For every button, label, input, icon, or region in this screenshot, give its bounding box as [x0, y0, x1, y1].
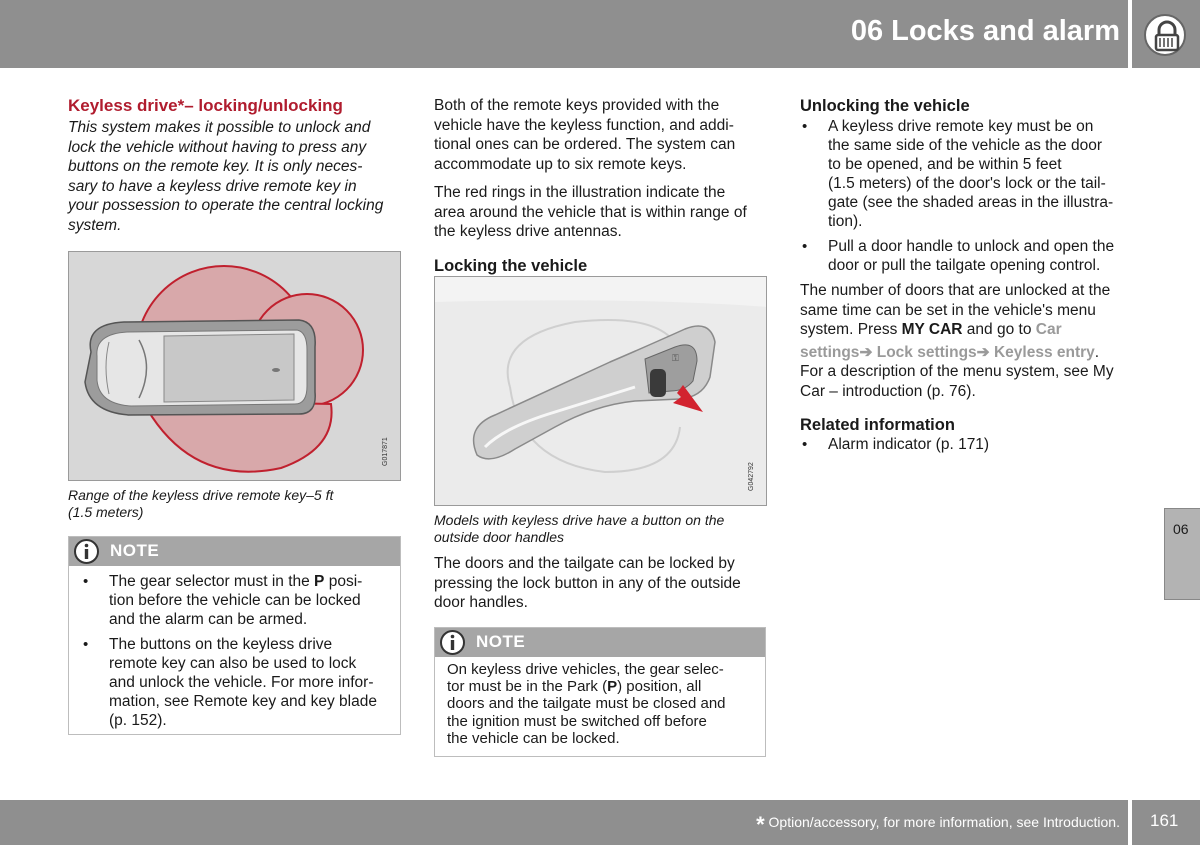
note-list: [69, 572, 400, 730]
intro-line: buttons on the remote key. It is only neces-: [68, 158, 363, 175]
text-run-bold: P: [314, 573, 325, 590]
svg-text:⚿: ⚿: [672, 354, 679, 364]
text-line: For a description of the menu system, see My: [800, 363, 1114, 380]
unlocking-list: [800, 117, 1132, 275]
text-line: vehicle have the keyless function, and addi-: [434, 116, 734, 134]
note-text: [435, 657, 765, 747]
column-right: [800, 96, 1132, 454]
text-line: to be opened, and be within 5 feet: [828, 156, 1062, 173]
column-middle: [434, 96, 766, 276]
related-list: [800, 435, 1132, 454]
chapter-title: 06 Locks and alarm: [850, 15, 1120, 47]
related-link-alarm[interactable]: • Alarm indicator (p. 171): [800, 435, 1132, 454]
page-number-box: [1132, 800, 1200, 845]
doors-setting-paragraph: [800, 281, 1132, 401]
section-heading-keyless: Keyless drive*– locking/unlocking: [68, 96, 343, 115]
note-item-buttons: [81, 635, 392, 730]
note-line: (p. 152).: [109, 712, 167, 729]
unlock-step-handle: [800, 237, 1132, 275]
note-line: and the alarm can be armed.: [109, 611, 308, 628]
text-run: system. Press: [800, 321, 902, 338]
text-run: The gear selector must in the: [109, 573, 315, 590]
info-icon: [439, 629, 466, 656]
text-run: .: [1094, 343, 1100, 361]
note-item-gear: [81, 572, 392, 629]
intro-line: lock the vehicle without having to press any: [68, 138, 367, 156]
asterisk-mark: *: [756, 812, 765, 837]
menu-path-lock-settings: Lock settings: [876, 343, 977, 361]
menu-path-car: Car: [1035, 321, 1062, 338]
text-line: The number of doors that are unlocked at the: [800, 282, 1111, 299]
note-title: NOTE: [110, 541, 160, 560]
text-line: • Pull a door handle to unlock and open the: [828, 238, 1115, 255]
text-line: (1.5 meters) of the door's lock or the tail-: [828, 175, 1106, 192]
note-header: [69, 537, 400, 566]
caption-line: (1.5 meters): [68, 503, 144, 520]
lock-button-paragraph: [434, 554, 766, 613]
note-header: [435, 628, 765, 657]
note-box-park: [434, 627, 766, 757]
remote-keys-paragraph: [434, 96, 766, 174]
note-line: the ignition must be switched off before: [447, 712, 707, 730]
text-line: same time can be set in the vehicle's menu: [800, 301, 1096, 319]
intro-line: This system makes it possible to unlock and: [68, 119, 371, 136]
caption-line: Models with keyless drive have a button on the: [434, 512, 725, 528]
unlock-step-key-range: [800, 117, 1132, 231]
menu-button-label: MY CAR: [901, 321, 963, 338]
caption-line: Range of the keyless drive remote key–5 ft: [68, 487, 334, 503]
text-run: posi-: [324, 573, 363, 590]
text-line: accommodate up to six remote keys.: [434, 155, 687, 173]
text-line: area around the vehicle that is within range of: [434, 203, 747, 221]
text-line: The red rings in the illustration indicate the: [434, 184, 726, 201]
arrow-right-icon: ➔: [859, 343, 873, 361]
column-left: [68, 96, 400, 235]
car-range-diagram: [69, 252, 401, 481]
intro-text: [68, 118, 400, 235]
locking-heading: Locking the vehicle: [434, 256, 588, 275]
text-line: The doors and the tailgate can be locked by: [434, 555, 735, 572]
info-icon: [73, 538, 100, 565]
note-line: the vehicle can be locked.: [447, 729, 620, 747]
chapter-tab-label: 06: [1173, 521, 1189, 537]
text-line: tion).: [828, 213, 863, 230]
note-title: NOTE: [476, 632, 526, 651]
door-handle-illustration: [434, 276, 767, 506]
text-line: door handles.: [434, 594, 528, 611]
intro-line: system.: [68, 216, 122, 234]
text-line: pressing the lock button in any of the outside: [434, 574, 741, 592]
text-line: the keyless drive antennas.: [434, 223, 622, 240]
note-line: remote key can also be used to lock: [109, 655, 357, 672]
text-line: Both of the remote keys provided with the: [434, 97, 720, 114]
intro-line: sary to have a keyless drive remote key in: [68, 177, 357, 195]
lock-icon: [1144, 14, 1186, 56]
chapter-side-tab[interactable]: [1164, 508, 1200, 600]
related-info-heading: Related information: [800, 416, 955, 434]
page-number: 161: [1150, 811, 1179, 830]
text-line: Car – introduction (p. 76).: [800, 382, 976, 400]
text-line: gate (see the shaded areas in the illustra-: [828, 194, 1114, 211]
chapter-header: [0, 0, 1128, 68]
text-run: and go to: [962, 321, 1036, 338]
note-line: • The buttons on the keyless drive: [109, 636, 333, 653]
note-line: doors and the tailgate must be closed and: [447, 695, 726, 713]
intro-line: your possession to operate the central locking: [68, 197, 384, 214]
arrow-right-icon: ➔: [976, 343, 990, 361]
menu-path-keyless-entry: Keyless entry: [993, 343, 1095, 361]
figure-caption-range: [68, 487, 400, 520]
figure-code: G017871: [382, 437, 389, 466]
note-line: On keyless drive vehicles, the gear selec-: [447, 661, 724, 678]
red-rings-paragraph: [434, 183, 766, 242]
text-line: door or pull the tailgate opening control.: [828, 257, 1101, 274]
text-line: the same side of the vehicle as the door: [828, 137, 1102, 154]
footer-text: Option/accessory, for more information, see Introduction.: [764, 814, 1120, 830]
range-illustration: [68, 251, 401, 481]
figure-caption-handle: [434, 512, 766, 545]
chapter-icon-box: [1132, 0, 1200, 68]
figure-code: G042792: [748, 462, 755, 491]
text-line: tional ones can be ordered. The system can: [434, 136, 736, 153]
text-run-bold: P: [607, 678, 618, 696]
unlocking-heading: Unlocking the vehicle: [800, 97, 970, 115]
footer-note: [756, 812, 1120, 838]
note-line: mation, see Remote key and key blade: [109, 693, 377, 710]
caption-line: outside door handles: [434, 528, 564, 545]
car-top-view: [85, 320, 315, 415]
note-line: tion before the vehicle can be locked: [109, 592, 361, 609]
menu-path-settings: settings: [800, 343, 860, 361]
page-footer: [0, 800, 1128, 845]
door-handle-drawing: [435, 277, 767, 506]
text-run: ) position, all: [617, 678, 702, 696]
note-box-gear: [68, 536, 401, 735]
note-line: and unlock the vehicle. For more infor-: [109, 674, 374, 691]
text-run: tor must be in the Park (: [447, 678, 608, 696]
text-line: • A keyless drive remote key must be on: [828, 118, 1094, 135]
